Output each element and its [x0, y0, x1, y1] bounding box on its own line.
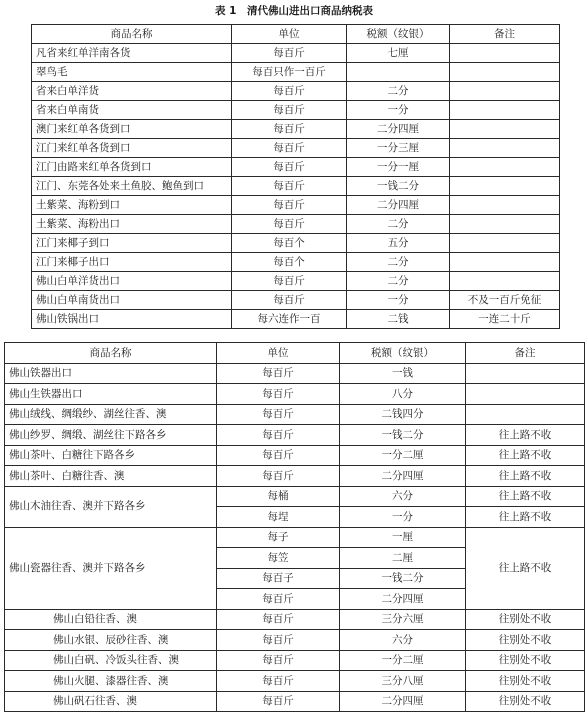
table-body [5, 363, 585, 712]
table-cell: 佛山纱罗、绸缎、湖丝往下路各乡 [5, 425, 217, 446]
table-cell: 土紫菜、海粉到口 [32, 196, 232, 215]
table-cell: 二分四厘 [340, 589, 466, 610]
table-cell: 一钱 [340, 363, 466, 384]
table-cell: 每百斤 [217, 404, 340, 425]
table-row [32, 272, 560, 291]
table-cell: 每百斤 [217, 445, 340, 466]
table-cell: 佛山绒线、绸缎纱、湖丝往香、澳 [5, 404, 217, 425]
table-cell: 每百斤 [217, 384, 340, 405]
table-row [32, 177, 560, 196]
table-cell: 二分四厘 [340, 466, 466, 487]
table-cell [450, 120, 560, 139]
header-name: 商品名称 [5, 343, 217, 364]
tax-table-part-2 [4, 342, 585, 712]
table-cell [450, 272, 560, 291]
table-row [5, 671, 585, 692]
table-row [5, 486, 585, 507]
table-cell [450, 253, 560, 272]
table-cell: 每子 [217, 527, 340, 548]
table-cell: 佛山火腿、漆器往香、澳 [5, 671, 217, 692]
table-cell: 每笠 [217, 548, 340, 569]
table-cell: 三分六厘 [340, 609, 466, 630]
header-row [5, 343, 585, 364]
table-cell: 江门由路来红单各货到口 [32, 158, 232, 177]
table-cell [450, 44, 560, 63]
table-cell: 往上路不收 [466, 507, 585, 528]
table-cell: 一分三厘 [347, 139, 450, 158]
table-row [32, 291, 560, 310]
table-cell [466, 363, 585, 384]
tax-table-part-1 [31, 24, 560, 329]
table-cell [450, 234, 560, 253]
table-cell [450, 63, 560, 82]
table-cell: 一钱二分 [347, 177, 450, 196]
table-cell [466, 384, 585, 405]
table-row [5, 384, 585, 405]
table-cell: 每桶 [217, 486, 340, 507]
table-cell [450, 158, 560, 177]
table-cell: 江门来椰子出口 [32, 253, 232, 272]
table-cell: 澳门来红单各货到口 [32, 120, 232, 139]
table-cell: 佛山白单洋货出口 [32, 272, 232, 291]
table-row [32, 158, 560, 177]
table-cell: 每百斤 [232, 272, 347, 291]
header-unit: 单位 [217, 343, 340, 364]
table-cell: 每百斤 [217, 609, 340, 630]
table-cell: 佛山生铁器出口 [5, 384, 217, 405]
table-cell: 往别处不收 [466, 609, 585, 630]
table-cell: 每百斤 [232, 120, 347, 139]
table-row [32, 44, 560, 63]
header-unit: 单位 [232, 25, 347, 44]
table-cell: 每百斤 [217, 363, 340, 384]
table-cell: 二分 [347, 253, 450, 272]
table-cell: 每百斤 [217, 650, 340, 671]
table-row [32, 63, 560, 82]
table-cell [450, 177, 560, 196]
table-cell: 佛山白矾、冷饭头往香、澳 [5, 650, 217, 671]
table-cell: 每百子 [217, 568, 340, 589]
table-cell: 每百斤 [232, 291, 347, 310]
table-cell: 佛山茶叶、白糖往下路各乡 [5, 445, 217, 466]
table-cell: 佛山矾石往香、澳 [5, 691, 217, 712]
table-cell: 每百斤 [232, 177, 347, 196]
table-cell: 佛山铁器出口 [5, 363, 217, 384]
table-cell: 江门来红单各货到口 [32, 139, 232, 158]
table-row [32, 253, 560, 272]
table-cell: 翠鸟毛 [32, 63, 232, 82]
table-cell: 每百斤 [217, 671, 340, 692]
table-cell: 省来白单洋货 [32, 82, 232, 101]
table-cell: 省来白单南货 [32, 101, 232, 120]
table-cell: 凡省来红单洋南各货 [32, 44, 232, 63]
table-cell: 二分四厘 [347, 120, 450, 139]
table-cell: 二钱 [347, 310, 450, 329]
table-cell: 六分 [340, 630, 466, 651]
table-cell: 每百斤 [232, 215, 347, 234]
table-cell: 往别处不收 [466, 650, 585, 671]
table-cell: 每百斤 [217, 691, 340, 712]
table-cell: 一钱二分 [340, 568, 466, 589]
table-row [5, 527, 585, 548]
table-cell: 七厘 [347, 44, 450, 63]
table-cell: 一分 [347, 101, 450, 120]
table-cell: 每百个 [232, 234, 347, 253]
header-name: 商品名称 [32, 25, 232, 44]
table-cell: 往上路不收 [466, 466, 585, 487]
table-cell: 每百斤 [217, 425, 340, 446]
table-row [32, 139, 560, 158]
table-cell [450, 82, 560, 101]
table-cell: 三分八厘 [340, 671, 466, 692]
table-cell: 每百斤 [232, 44, 347, 63]
table-cell: 二分四厘 [340, 691, 466, 712]
table-cell: 佛山茶叶、白糖往香、澳 [5, 466, 217, 487]
table-row [5, 650, 585, 671]
header-tax: 税额（纹银） [340, 343, 466, 364]
table-cell: 二分 [347, 272, 450, 291]
table-cell [450, 215, 560, 234]
table-cell: 往上路不收 [466, 486, 585, 507]
table-row [32, 120, 560, 139]
table-cell [450, 101, 560, 120]
table-cell: 江门、东莞各处来土鱼胶、鲍鱼到口 [32, 177, 232, 196]
table-cell: 一分二厘 [340, 650, 466, 671]
table-cell [347, 63, 450, 82]
table-cell: 不及一百斤免征 [450, 291, 560, 310]
table-cell: 二钱四分 [340, 404, 466, 425]
table-cell: 二厘 [340, 548, 466, 569]
table-row [5, 363, 585, 384]
header-note: 备注 [450, 25, 560, 44]
table-cell: 每百斤 [217, 630, 340, 651]
table-cell: 一分一厘 [347, 158, 450, 177]
table-cell: 每埕 [217, 507, 340, 528]
table-row [5, 630, 585, 651]
table-cell: 每六连作一百 [232, 310, 347, 329]
table-body [32, 44, 560, 329]
table-cell: 往上路不收 [466, 425, 585, 446]
header-tax: 税额（纹银） [347, 25, 450, 44]
table-cell: 一分二厘 [340, 445, 466, 466]
table-row [32, 101, 560, 120]
table-cell: 每百斤 [232, 196, 347, 215]
table-cell: 江门来椰子到口 [32, 234, 232, 253]
table-row [5, 404, 585, 425]
table-cell: 二分 [347, 215, 450, 234]
header-row [32, 25, 560, 44]
table-cell: 往上路不收 [466, 527, 585, 609]
table-cell: 往别处不收 [466, 630, 585, 651]
table-row [5, 466, 585, 487]
table-caption: 表 1 清代佛山进出口商品纳税表 [215, 5, 373, 17]
table-cell: 八分 [340, 384, 466, 405]
table-cell: 六分 [340, 486, 466, 507]
table-cell: 每百斤 [232, 101, 347, 120]
table-cell: 一连二十斤 [450, 310, 560, 329]
header-note: 备注 [466, 343, 585, 364]
table-cell [466, 404, 585, 425]
table-row [32, 82, 560, 101]
table-cell: 佛山白铅往香、澳 [5, 609, 217, 630]
table-cell: 二分四厘 [347, 196, 450, 215]
table-cell: 每百个 [232, 253, 347, 272]
table-cell: 每百斤 [217, 589, 340, 610]
table-cell: 每百只作一百斤 [232, 63, 347, 82]
table-row [32, 310, 560, 329]
table-cell: 每百斤 [217, 466, 340, 487]
table-cell: 往别处不收 [466, 671, 585, 692]
table-cell: 佛山水银、辰砂往香、澳 [5, 630, 217, 651]
table-row [32, 196, 560, 215]
table-row [32, 234, 560, 253]
table-row [5, 691, 585, 712]
table-row [5, 609, 585, 630]
table-cell: 往别处不收 [466, 691, 585, 712]
table-cell: 五分 [347, 234, 450, 253]
table-cell [450, 139, 560, 158]
table-cell: 二分 [347, 82, 450, 101]
table-row [5, 425, 585, 446]
table-cell: 一分 [340, 507, 466, 528]
table-cell: 往上路不收 [466, 445, 585, 466]
table-row [5, 445, 585, 466]
table-cell: 佛山木油往香、澳并下路各乡 [5, 486, 217, 527]
table-cell: 一钱二分 [340, 425, 466, 446]
table-cell: 一分 [347, 291, 450, 310]
table-cell: 每百斤 [232, 158, 347, 177]
table-cell: 土紫菜、海粉出口 [32, 215, 232, 234]
table-cell: 每百斤 [232, 82, 347, 101]
table-cell: 一厘 [340, 527, 466, 548]
table-row [32, 215, 560, 234]
table-cell [450, 196, 560, 215]
table-cell: 每百斤 [232, 139, 347, 158]
table-cell: 佛山白单南货出口 [32, 291, 232, 310]
table-cell: 佛山瓷器往香、澳并下路各乡 [5, 527, 217, 609]
table-cell: 佛山铁锅出口 [32, 310, 232, 329]
